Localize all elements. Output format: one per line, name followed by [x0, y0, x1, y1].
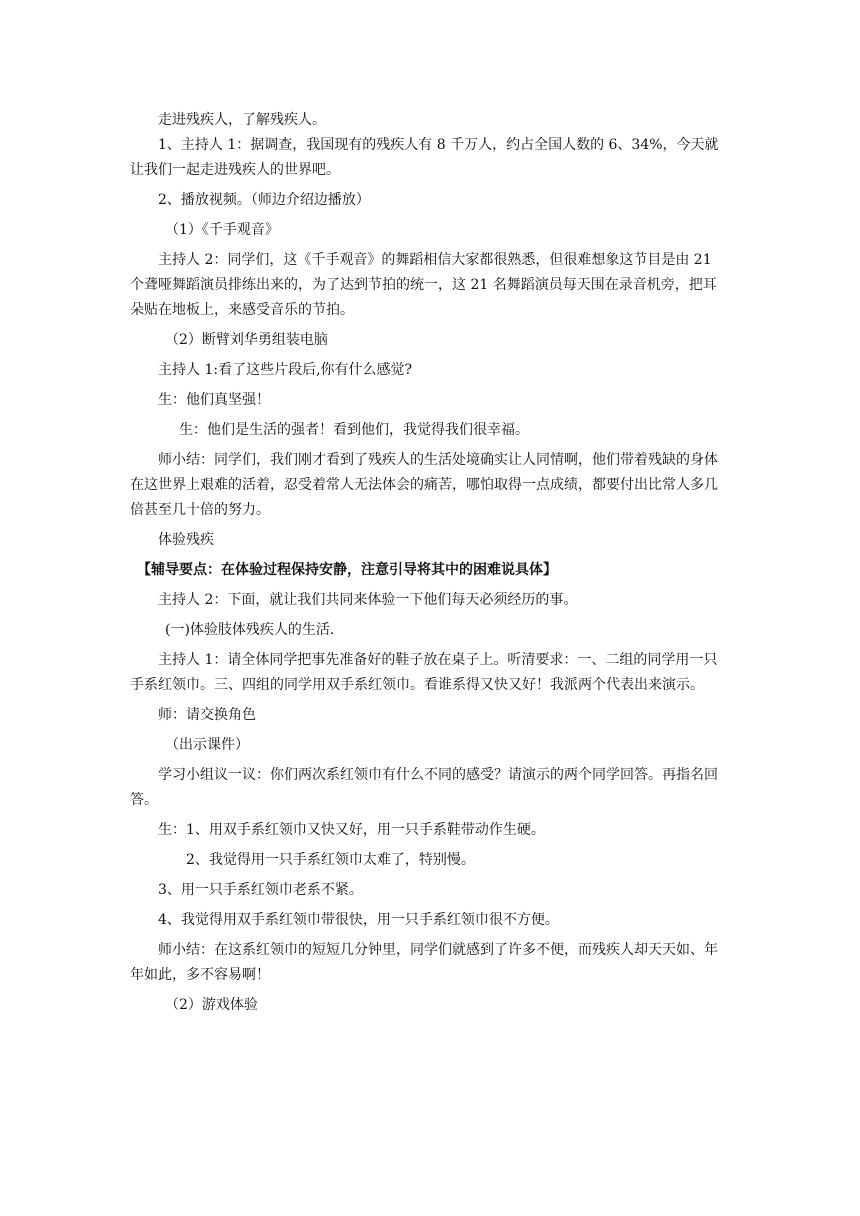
paragraph-show-slides: （出示课件） — [165, 737, 249, 753]
document-body — [130, 108, 730, 1018]
paragraph-host-2-next: 主持人 2：下面，就让我们共同来体验一下他们每天必须经历的事。 — [158, 592, 578, 608]
paragraph-guidance-points: 【辅导要点：在体验过程保持安静，注意引导将其中的困难说具体】 — [137, 562, 557, 578]
paragraph-limb-disability: (一)体验肢体残疾人的生活. — [165, 622, 335, 638]
paragraph-teacher-summary-1: 师小结：同学们，我们刚才看到了残疾人的生活处境确实让人同情啊，他们带着残缺的身体在这世界上艰难的活着，忍受着常人无法体会的痛苦，哪怕取得一点成绩，都要付出比常人多几倍甚至几十倍的努力。 — [130, 452, 718, 518]
paragraph-group-discussion: 学习小组议一议：你们两次系红领巾有什么不同的感受？请演示的两个同学回答。再指名回答。 — [130, 767, 718, 808]
paragraph-student-reply-2: 2、我觉得用一只手系红领巾太难了，特别慢。 — [186, 852, 475, 868]
paragraph-play-video: 2、播放视频。（师边介绍边播放） — [158, 192, 370, 208]
paragraph-host-1-intro: 1、主持人 1：据调查，我国现有的残疾人有 8 千万人，约占全国人数的 6、34%，今天就让我们一起走进残疾人的世界吧。 — [130, 137, 719, 178]
paragraph-teacher-summary-2: 师小结：在这系红领巾的短短几分钟里，同学们就感到了许多不便，而残疾人却天天如、年年如此，多不容易啊！ — [130, 942, 718, 983]
paragraph-student-reply-1: 生：1、用双手系红领巾又快又好，用一只手系鞋带动作生硬。 — [158, 822, 545, 838]
paragraph-video-1-title: （1）《千手观音》 — [165, 222, 279, 238]
paragraph-host-1-instructions: 主持人 1：请全体同学把事先准备好的鞋子放在桌子上。听清要求：一、二组的同学用一只手系红领巾。三、四组的同学用双手系红领巾。看谁系得又快又好！我派两个代表出来演示。 — [130, 652, 718, 693]
paragraph-teacher-swap: 师：请交换角色 — [158, 707, 256, 723]
paragraph-section-title: 走进残疾人，了解残疾人。 — [158, 112, 326, 128]
paragraph-student-answer-2: 生：他们是生活的强者！看到他们，我觉得我们很幸福。 — [179, 422, 529, 438]
paragraph-student-reply-3: 3、用一只手系红领巾老系不紧。 — [158, 882, 363, 898]
paragraph-student-answer-1: 生：他们真坚强！ — [158, 392, 270, 408]
paragraph-game-experience: （2）游戏体验 — [165, 997, 258, 1013]
paragraph-student-reply-4: 4、我觉得用双手系红领巾带很快，用一只手系红领巾很不方便。 — [158, 912, 559, 928]
paragraph-video-2-title: （2）断臂刘华勇组装电脑 — [165, 332, 328, 348]
paragraph-host-2-dance: 主持人 2：同学们，这《千手观音》的舞蹈相信大家都很熟悉，但很难想象这节目是由 21 个聋哑舞蹈演员排练出来的，为了达到节拍的统一，这 21 名舞蹈演员每天围在录音机旁，把耳朵贴在地板上，来感受音乐的节拍。 — [130, 252, 717, 318]
paragraph-host-1-question: 主持人 1:看了这些片段后,你有什么感觉? — [158, 362, 413, 378]
paragraph-experience-heading: 体验残疾 — [158, 532, 214, 548]
